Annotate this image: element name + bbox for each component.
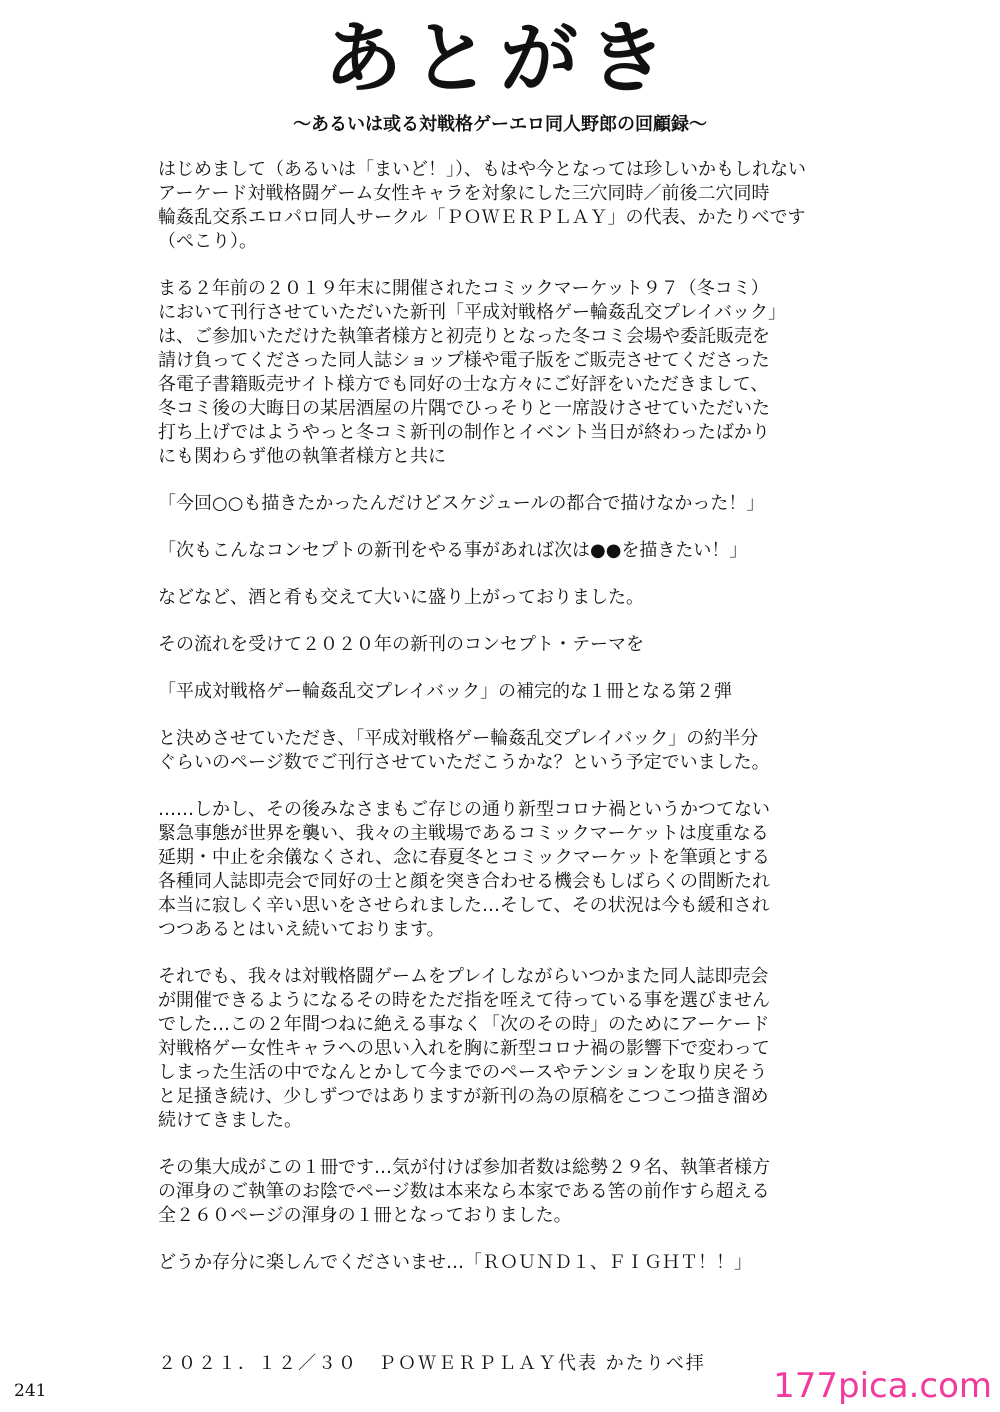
text-line: でした…この２年間つねに絶える事なく「次のその時」のためにアーケード xyxy=(158,1014,770,1035)
text-line: まる２年前の２０１９年末に開催されたコミックマーケット９７（冬コミ） xyxy=(158,278,769,299)
text-line: 「次もこんなコンセプトの新刊をやる事があれば次は●●を描きたい！」 xyxy=(158,540,748,561)
signature-line: ２０２１．１２／３０ ＰＯＷＥＲＰＬＡＹ代表 かたりべ拝 xyxy=(158,1353,706,1374)
paragraph xyxy=(158,539,858,563)
paragraph xyxy=(158,965,858,1133)
watermark-logo: 177pica.com xyxy=(773,1366,992,1406)
text-line: にも関わらず他の執筆者様方と共に xyxy=(158,446,446,467)
paragraph xyxy=(158,1251,858,1275)
text-line: どうか存分に楽しんでくださいませ…「ＲＯＵＮＤ１、ＦＩＧＨＴ！！」 xyxy=(158,1252,752,1273)
paragraph xyxy=(158,1156,858,1228)
text-line: ……しかし、その後みなさまもご存じの通り新型コロナ禍というかつてない xyxy=(158,799,770,820)
text-line: それでも、我々は対戦格闘ゲームをプレイしながらいつかまた同人誌即売会 xyxy=(158,966,769,987)
text-line: 各電子書籍販売サイト様方でも同好の士な方々にご好評をいただきまして、 xyxy=(158,374,769,395)
text-line: が開催できるようになるその時をただ指を咥えて待っている事を選びません xyxy=(158,990,770,1011)
text-line: その集大成がこの１冊です…気が付けば参加者数は総勢２９名、執筆者様方 xyxy=(158,1157,770,1178)
text-line: はじめまして（あるいは「まいど！」）、もはや今となっては珍しいかもしれない xyxy=(158,159,806,180)
text-line: （ぺこり）。 xyxy=(158,231,257,252)
page-subtitle: ～あるいは或る対戦格ゲーエロ同人野郎の回顧録～ xyxy=(293,114,707,135)
text-line: などなど、酒と肴も交えて大いに盛り上がっておりました。 xyxy=(158,587,644,608)
text-line: 輪姦乱交系エロパロ同人サークル「ＰＯＷＥＲＰＬＡＹ」の代表、かたりべです xyxy=(158,207,806,228)
text-line: つつあるとはいえ続いております。 xyxy=(158,919,445,940)
text-line: 請け負ってくださった同人誌ショップ様や電子版をご販売させてくださった xyxy=(158,350,770,371)
text-line: と決めさせていただき、「平成対戦格ゲー輪姦乱交プレイバック」の約半分 xyxy=(158,728,759,749)
text-line: 「今回○○も描きたかったんだけどスケジュールの都合で描けなかった！」 xyxy=(158,493,765,514)
text-line: の渾身のご執筆のお陰でページ数は本来なら本家である筈の前作すら超える xyxy=(158,1181,770,1202)
text-line: 延期・中止を余儀なくされ、念に春夏冬とコミックマーケットを筆頭とする xyxy=(158,847,770,868)
text-line: は、ご参加いただけた執筆者様方と初売りとなった冬コミ会場や委託販売を xyxy=(158,326,770,347)
text-line: しまった生活の中でなんとかして今までのペースやテンションを取り戻そう xyxy=(158,1062,768,1083)
page-title: あとがき xyxy=(323,13,676,104)
text-line: 冬コミ後の大晦日の某居酒屋の片隅でひっそりと一席設けさせていただいた xyxy=(158,398,770,419)
text-line: 打ち上げではようやっと冬コミ新刊の制作とイベント当日が終わったばかり xyxy=(158,422,770,443)
paragraph xyxy=(158,727,858,775)
text-line: 全２６０ページの渾身の１冊となっておりました。 xyxy=(158,1205,572,1226)
text-line: 対戦格ゲー女性キャラへの思い入れを胸に新型コロナ禍の影響下で変わって xyxy=(158,1038,770,1059)
paragraph xyxy=(158,633,858,657)
text-line: 本当に寂しく辛い思いをさせられました…そして、その状況は今も緩和され xyxy=(158,895,770,916)
paragraph xyxy=(158,680,858,704)
text-line: 各種同人誌即売会で同好の士と顔を突き合わせる機会もしばらくの間断たれ xyxy=(158,871,770,892)
text-line: と足掻き続け、少しずつではありますが新刊の為の原稿をこつこつ描き溜め xyxy=(158,1086,769,1107)
text-line: 続けてきました。 xyxy=(158,1110,302,1131)
paragraph xyxy=(158,798,858,942)
paragraph xyxy=(158,277,858,469)
paragraph xyxy=(158,492,858,516)
paragraph xyxy=(158,586,858,610)
text-line: 緊急事態が世界を襲い、我々の主戦場であるコミックマーケットは度重なる xyxy=(158,823,769,844)
text-line: ぐらいのページ数でご刊行させていただこうかな？という予定でいました。 xyxy=(158,752,770,773)
paragraph xyxy=(158,158,858,254)
afterword-body xyxy=(158,158,858,1298)
text-line: 「平成対戦格ゲー輪姦乱交プレイバック」の補完的な１冊となる第２弾 xyxy=(158,681,733,702)
text-line: その流れを受けて２０２０年の新刊のコンセプト・テーマを xyxy=(158,634,644,655)
text-line: において刊行させていただいた新刊「平成対戦格ゲー輪姦乱交プレイバック」 xyxy=(158,302,787,323)
text-line: アーケード対戦格闘ゲーム女性キャラを対象にした三穴同時／前後二穴同時 xyxy=(158,183,770,204)
page-number: 241 xyxy=(14,1381,47,1401)
